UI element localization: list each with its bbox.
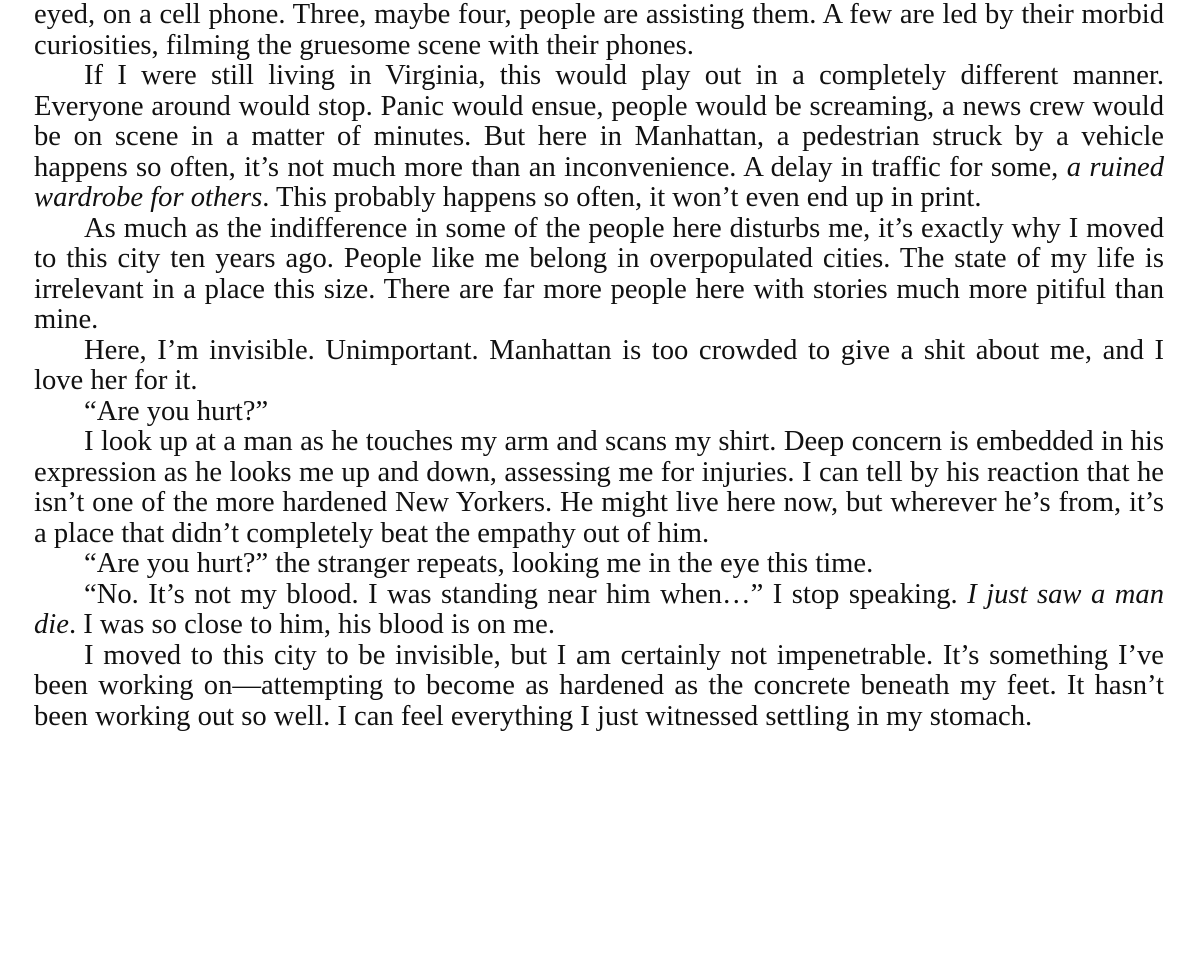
text-run: eyed, on a cell phone. Three, maybe four, people are assisting them. A few are led by their morbid curiosities, filming the gruesome scene with their phones. bbox=[34, 0, 1164, 61]
text-run: . This probably happens so often, it won’t even end up in print. bbox=[262, 182, 982, 213]
paragraph bbox=[34, 641, 1164, 733]
body-text bbox=[34, 0, 1164, 732]
text-run: I look up at a man as he touches my arm and scans my shirt. Deep concern is embedded in his expression as he looks me up and down, assessing me for injuries. I can tell by his reaction that he isn’t one of the more hardened New Yorkers. He might live here now, but wherever he’s from, it’s a place that didn’t completely beat the empathy out of him. bbox=[34, 426, 1164, 549]
text-run: “No. It’s not my blood. I was standing near him when…” I stop speaking. bbox=[84, 578, 968, 610]
paragraph bbox=[34, 214, 1164, 336]
paragraph bbox=[34, 427, 1164, 549]
text-run: . I was so close to him, his blood is on me. bbox=[68, 609, 556, 640]
text-run: “Are you hurt?” the stranger repeats, looking me in the eye this time. bbox=[84, 548, 874, 579]
italic-text: I just saw a man die bbox=[34, 578, 1165, 640]
text-run: As much as the indifference in some of the people here disturbs me, it’s exactly why I moved to this city ten years ago. People like me belong in overpopulated cities. The state of my life is irrelevant in a place this size. There are far more people here with stories much more pitiful than mine. bbox=[34, 212, 1164, 335]
text-run: If I were still living in Virginia, this would play out in a completely different manner. Everyone around would stop. Panic would ensue, people would be screaming, a news crew would be on scene in a matter of minutes. But here in Manhattan, a pedestrian struck by a vehicle happens so often, it’s not much more than an inconvenience. A delay in traffic for some, bbox=[34, 60, 1164, 183]
paragraph bbox=[34, 580, 1164, 641]
paragraph bbox=[34, 549, 1164, 580]
paragraph bbox=[34, 336, 1164, 397]
paragraph bbox=[34, 397, 1164, 428]
text-run: “Are you hurt?” bbox=[84, 395, 269, 427]
italic-text: a ruined wardrobe for others bbox=[34, 151, 1164, 213]
text-run: I moved to this city to be invisible, but I am certainly not impenetrable. It’s something I’ve been working on—attempting to become as hardened as the concrete beneath my feet. It hasn’t been working out so well. I can feel everything I just witnessed settling in my stomach. bbox=[34, 639, 1164, 732]
paragraph bbox=[34, 0, 1164, 61]
paragraph bbox=[34, 61, 1164, 214]
text-run: Here, I’m invisible. Unimportant. Manhattan is too crowded to give a shit about me, and I love her for it. bbox=[34, 334, 1164, 396]
